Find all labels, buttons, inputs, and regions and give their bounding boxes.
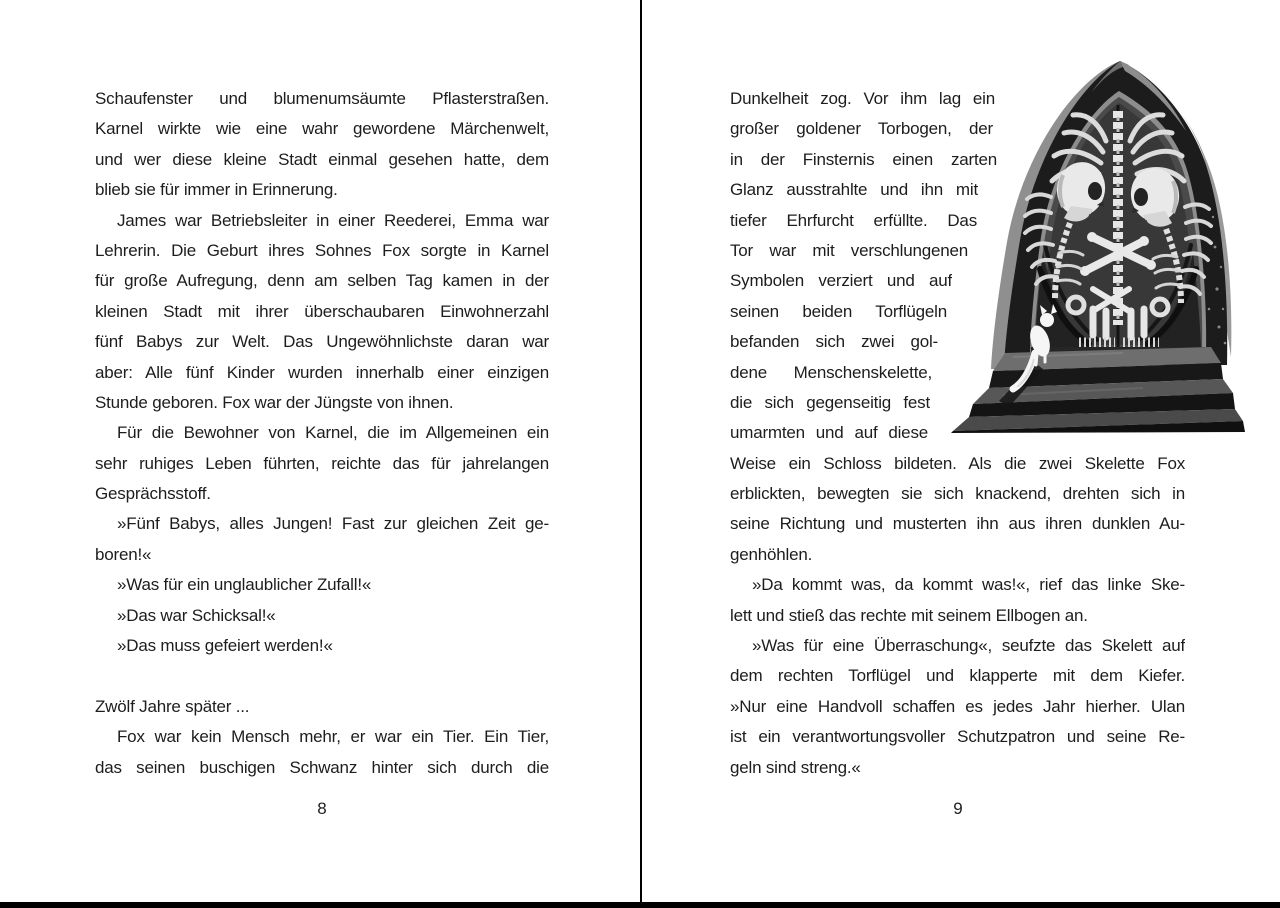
text-line: befanden sich zwei gol- xyxy=(730,332,938,352)
text-line: Dunkelheit zog. Vor ihm lag ein xyxy=(730,89,995,108)
text-line: Symbolen verziert und auf xyxy=(730,271,952,291)
page-gutter-divider xyxy=(640,0,642,908)
text-line: Weise ein Schloss bildeten. Als die zwei Skelette Fox xyxy=(730,453,1185,473)
text-line: seine Richtung und musterten ihn aus ihren dunklen Au- xyxy=(730,514,1185,534)
left-page-text xyxy=(95,84,549,783)
text-line: Zwölf Jahre später ... xyxy=(95,696,250,716)
text-line: kleinen Stadt mit ihrer überschaubaren Einwohnerzahl xyxy=(95,301,549,321)
text-line: sehr ruhiges Leben führten, reichte das für jahrelangen xyxy=(95,453,549,473)
text-line: seinen beiden Torflügeln xyxy=(730,301,947,321)
text-line: Gesprächsstoff. xyxy=(95,484,211,504)
text-line: »Was für ein unglaublicher Zufall!« xyxy=(117,575,372,595)
screen-bottom-edge xyxy=(0,902,1280,908)
text-line: boren!« xyxy=(95,544,152,564)
text-line: und wer diese kleine Stadt einmal gesehen hatte, dem xyxy=(95,149,549,169)
text-line: »Das muss gefeiert werden!« xyxy=(117,636,333,656)
text-line: großer goldener Torbogen, der xyxy=(730,119,993,139)
text-line: »Da kommt was, da kommt was!«, rief das linke Ske- xyxy=(752,575,1185,595)
text-line: Lehrerin. Die Geburt ihres Sohnes Fox sorgte in Karnel xyxy=(95,240,549,260)
text-line: erblickten, bewegten sie sich knackend, drehten sich in xyxy=(730,484,1185,504)
text-line: lett und stieß das rechte mit seinem Ellbogen an. xyxy=(730,605,1088,625)
page-number-left: 8 xyxy=(317,799,327,818)
text-line: dem rechten Torflügel und klapperte mit dem Kiefer. xyxy=(730,666,1185,686)
text-line: »Fünf Babys, alles Jungen! Fast zur gleichen Zeit ge- xyxy=(117,514,549,534)
text-line: genhöhlen. xyxy=(730,544,813,564)
text-line: Fox war kein Mensch mehr, er war ein Tier. Ein Tier, xyxy=(117,727,549,747)
text-line: Karnel wirkte wie eine wahr gewordene Märchenwelt, xyxy=(95,119,549,139)
text-line: Tor war mit verschlungenen xyxy=(730,240,968,260)
text-line: Stunde geboren. Fox war der Jüngste von ihnen. xyxy=(95,392,454,412)
text-line: dene Menschenskelette, xyxy=(730,362,932,382)
page-number-right: 9 xyxy=(953,799,963,818)
text-line: in der Finsternis einen zarten xyxy=(730,149,997,169)
text-line: Für die Bewohner von Karnel, die im Allgemeinen ein xyxy=(117,423,549,443)
text-line: die sich gegenseitig fest xyxy=(730,392,930,412)
text-line: für große Aufregung, denn am selben Tag kamen in der xyxy=(95,271,549,291)
skeleton-gate-illustration xyxy=(943,57,1247,433)
blank-line xyxy=(95,661,549,691)
text-line: geln sind streng.« xyxy=(730,757,861,777)
text-line: umarmten und auf diese xyxy=(730,423,928,443)
text-line: tiefer Ehrfurcht erfüllte. Das xyxy=(730,210,977,230)
text-line: »Nur eine Handvoll schaffen es jedes Jahr hierher. Ulan xyxy=(730,696,1185,716)
text-line: blieb sie für immer in Erinnerung. xyxy=(95,180,338,200)
text-line: »Was für eine Überraschung«, seufzte das Skelett auf xyxy=(752,636,1185,656)
text-line: Schaufenster und blumenumsäumte Pflasterstraßen. xyxy=(95,89,549,108)
text-line: James war Betriebsleiter in einer Reederei, Emma war xyxy=(117,210,549,230)
text-line: Glanz ausstrahlte und ihn mit xyxy=(730,180,978,200)
text-line: das seinen buschigen Schwanz hinter sich durch die xyxy=(95,757,549,777)
text-line: »Das war Schicksal!« xyxy=(117,605,276,625)
text-line: fünf Babys zur Welt. Das Ungewöhnlichste daran war xyxy=(95,332,549,352)
text-line: aber: Alle fünf Kinder wurden innerhalb einer einzigen xyxy=(95,362,549,382)
text-line: ist ein verantwortungsvoller Schutzpatron und seine Re- xyxy=(730,727,1185,747)
